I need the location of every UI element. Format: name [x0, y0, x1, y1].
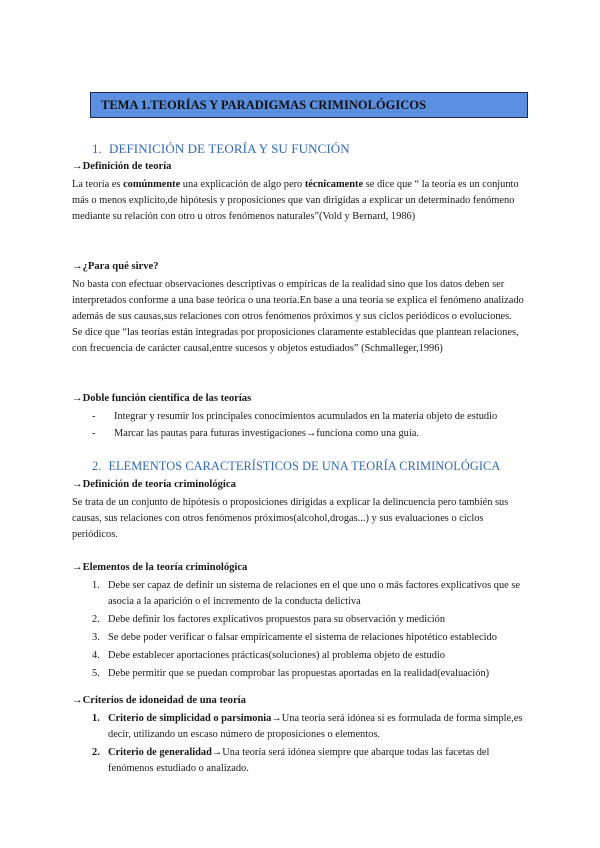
list-item-text: Debe definir los factores explicativos propuestos para su observación y medición: [108, 614, 446, 625]
dual-function-list: [92, 408, 532, 442]
list-item: [92, 648, 532, 664]
section-1-title: DEFINICIÓN DE TEORÍA Y SU FUNCIÓN: [108, 141, 350, 156]
bold-text-run: técnicamente: [304, 179, 364, 190]
list-item: [92, 745, 532, 777]
list-item: [92, 425, 532, 442]
section-2-heading: [92, 459, 500, 474]
list-item: [92, 666, 532, 682]
dash-marker: -: [92, 428, 96, 439]
list-item-text: Debe establecer aportaciones prácticas(soluciones) al problema objeto de estudio: [108, 650, 445, 661]
criminological-definition-paragraph: [72, 495, 528, 543]
text-run: una explicación de algo pero: [180, 179, 305, 190]
list-item-text: →Una teoría será idónea siempre que abarque todas las facetas del fenómenos estudiado o analizado.: [108, 747, 490, 774]
list-item: [92, 578, 532, 610]
list-item-text: Marcar las pautas para futuras investigaciones→funciona como una guía.: [114, 428, 419, 439]
definition-subheading: →Definición de teoría: [72, 161, 172, 172]
document-title-box: [90, 92, 528, 118]
list-item: [92, 711, 532, 743]
definition-paragraph: [72, 177, 528, 225]
list-number: 1.: [92, 713, 100, 724]
list-item-text: Debe ser capaz de definir un sistema de relaciones en el que uno o más factores explicativos que se asocia a la aparición o el incremento de la conducta delictiva: [108, 580, 520, 607]
dual-function-subheading: →Doble función científica de las teorías: [72, 393, 252, 404]
bold-text-run: comúnmente: [123, 179, 181, 190]
section-1-heading: [92, 141, 350, 157]
elements-list: [92, 578, 532, 684]
elements-subheading: →Elementos de la teoría criminológica: [72, 562, 248, 573]
dash-marker: -: [92, 411, 96, 422]
section-1-number: 1.: [92, 141, 102, 156]
list-number: 5.: [92, 668, 100, 679]
purpose-text-2: Se dice que “las teorías están integradas por proposiciones claramente establecidas que plantean relaciones, con frecuencia de carácter causal,entre sucesos y objetos estudiados” (Schmalleger,1996): [72, 327, 519, 354]
criterion-label: Criterio de simplicidad o parsimonia: [108, 713, 272, 724]
list-item-text: Se debe poder verificar o falsar empíricamente el sistema de relaciones hipotético establecido: [108, 632, 497, 643]
list-item: [92, 630, 532, 646]
list-item-text: →Una teoría será idónea si es formulada de forma simple,es decir, utilizando un escaso número de proposiciones o elementos.: [108, 713, 523, 740]
list-number: 3.: [92, 632, 100, 643]
list-item-text: Integrar y resumir los principales conocimientos acumulados en la materia objeto de estudio: [114, 411, 498, 422]
list-number: 2.: [92, 614, 100, 625]
list-number: 1.: [92, 580, 100, 591]
purpose-paragraph: [72, 277, 528, 357]
text-run: se dice que “ la teoría es un conjunto más o menos explícito,de hipótesis y proposiciones que van dirigidas a explicar un determinado fenómeno mediante su relación con otro u otros fenómenos naturales”(Vold y Bernard, 1986): [72, 179, 519, 222]
list-number: 2.: [92, 747, 100, 758]
section-2-number: 2.: [92, 459, 102, 473]
section-2-title: ELEMENTOS CARACTERÍSTICOS DE UNA TEORÍA CRIMINOLÓGICA: [108, 459, 501, 473]
criteria-subheading: →Criterios de idoneidad de una teoría: [72, 695, 246, 706]
list-item: [92, 408, 532, 425]
criteria-list: [92, 711, 532, 779]
list-item-text: Debe permitir que se puedan comprobar las propuestas aportadas en la realidad(evaluación): [108, 668, 490, 679]
document-title: TEMA 1.TEORÍAS Y PARADIGMAS CRIMINOLÓGICOS: [101, 97, 426, 112]
criminological-definition-text: Se trata de un conjunto de hipótesis o proposiciones dirigidas a explicar la delincuencia pero también sus causas, sus relaciones con otros fenómenos próximos(alcohol,drogas...) y sus evaluaciones o ciclos periódicos.: [72, 497, 509, 540]
criterion-label: Criterio de generalidad: [108, 747, 212, 758]
purpose-subheading: →¿Para qué sirve?: [72, 261, 159, 272]
list-number: 4.: [92, 650, 100, 661]
list-item: [92, 612, 532, 628]
criminological-definition-subheading: →Definición de teoría criminológica: [72, 479, 236, 490]
text-run: La teoría es: [72, 179, 124, 190]
purpose-text-1: No basta con efectuar observaciones descriptivas o empíricas de la realidad sino que los datos deben ser interpretados conforme a una base teórica o una teoría.En base a una teoría se explica el fenómeno analizado además de sus causas,sus relaciones con otros fenómenos próximos y sus ciclos periódicos o evoluciones.: [72, 279, 524, 322]
